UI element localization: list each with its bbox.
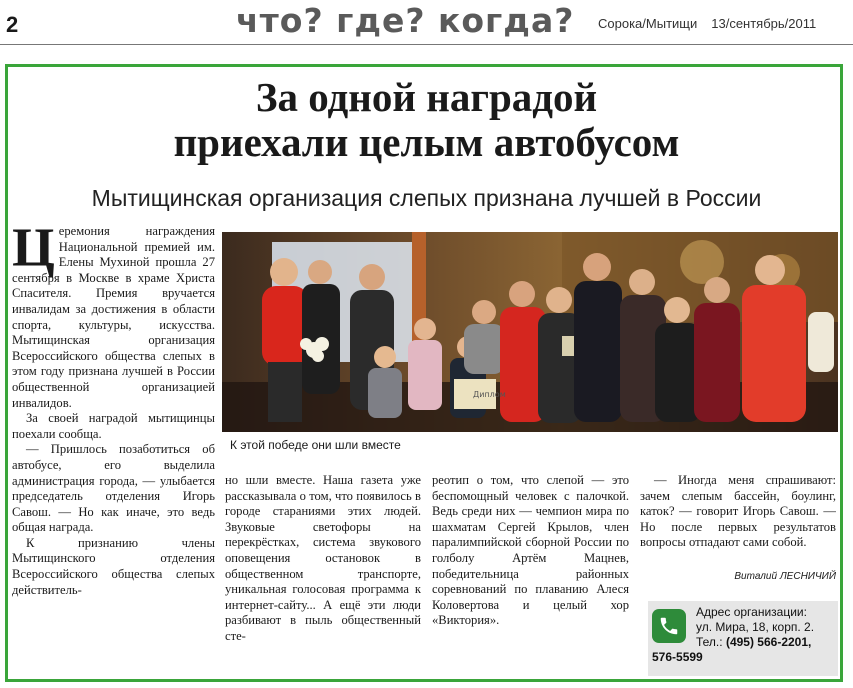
phone-icon-glyph (658, 615, 680, 637)
paragraph: За своей наградой мытищинцы поехали сообща. (12, 411, 215, 441)
paragraph: К признанию члены Мытищинского отделения Всероссийского общества слепых действитель- (12, 535, 215, 597)
phone-icon (652, 609, 686, 643)
issue-date: 13/сентябрь/2011 (711, 16, 817, 31)
contact-box (648, 601, 838, 676)
contact-address: ул. Мира, 18, корп. 2. (696, 620, 815, 634)
page-header (0, 0, 853, 45)
phone-label: Тел.: (696, 635, 723, 649)
contact-phone-line (696, 635, 814, 650)
article-column-1 (12, 224, 215, 684)
contact-label: Адрес организации: (696, 605, 807, 619)
headline-line-2: приехали целым автобусом (173, 119, 680, 165)
section-rubric: что? где? когда? (236, 1, 575, 40)
lead-paragraph (12, 224, 215, 411)
article-column-4 (640, 473, 836, 603)
article-headline (0, 75, 853, 165)
article-subheadline: Мытищинская организация слепых признана лучшей в России (91, 185, 762, 211)
issue-meta (598, 16, 830, 31)
lead-text: еремония награждения Национальной премией им. Елены Мухиной прошла 27 сентября в Москве в храме Христа Спасителя. Премия вручается инвалидам за достижения в области спорта, культуры, искусства. Мытищинская организация Всероссийского общества слепых в этом году признана лучшей в России общественной организацией инвалидов. (12, 224, 215, 410)
newspaper-name: Сорока/Мытищи (598, 16, 698, 31)
article-column-2 (225, 473, 421, 686)
headline-line-1: За одной наградой (255, 74, 598, 120)
author-signature: Виталий ЛЕСНИЧИЙ (734, 571, 836, 582)
article-column-3 (432, 473, 629, 686)
paragraph: — Иногда меня спрашивают: зачем слепым бассейн, боулинг, каток? — говорит Игорь Савош. — Но после первых результатов вопросы отпадают сами собой. (640, 473, 836, 550)
paragraph: реотип о том, что слепой — это беспомощный человек с палочкой. Ведь среди них — чемпион мира по шахматам Сергей Крылов, член паралимпийской сборной России по голболу Артём Мацнев, победительница районных соревнований по плаванию Алеся Коловертова и целый хор «Виктория». (432, 473, 629, 628)
phone-number-2: 576-5599 (652, 650, 703, 664)
page-number: 2 (6, 12, 19, 37)
drop-cap: Ц (12, 224, 55, 278)
photo-caption: К этой победе они шли вместе (230, 438, 401, 452)
group-photo-image (222, 232, 838, 432)
group-photo (222, 232, 838, 432)
contact-details (696, 605, 814, 650)
phone-number: (495) 566-2201, (725, 635, 812, 649)
paragraph: но шли вместе. Наша газета уже рассказывала о том, что появилось в городе стараниями этих людей. Звуковые светофоры на перекрёстках, система звукового оповещения остановок в общественном транспорте, уникальная голосовая программа к интернет-сайту... А ещё эти люди разбивают в пыль общественный сте- (225, 473, 421, 643)
paragraph: — Пришлось позаботиться об автобусе, его выделила администрация города, — улыбается председатель отделения Игорь Савош. — Но как иначе, это ведь общая награда. (12, 442, 215, 535)
certificate-text: Диплом (473, 390, 506, 399)
